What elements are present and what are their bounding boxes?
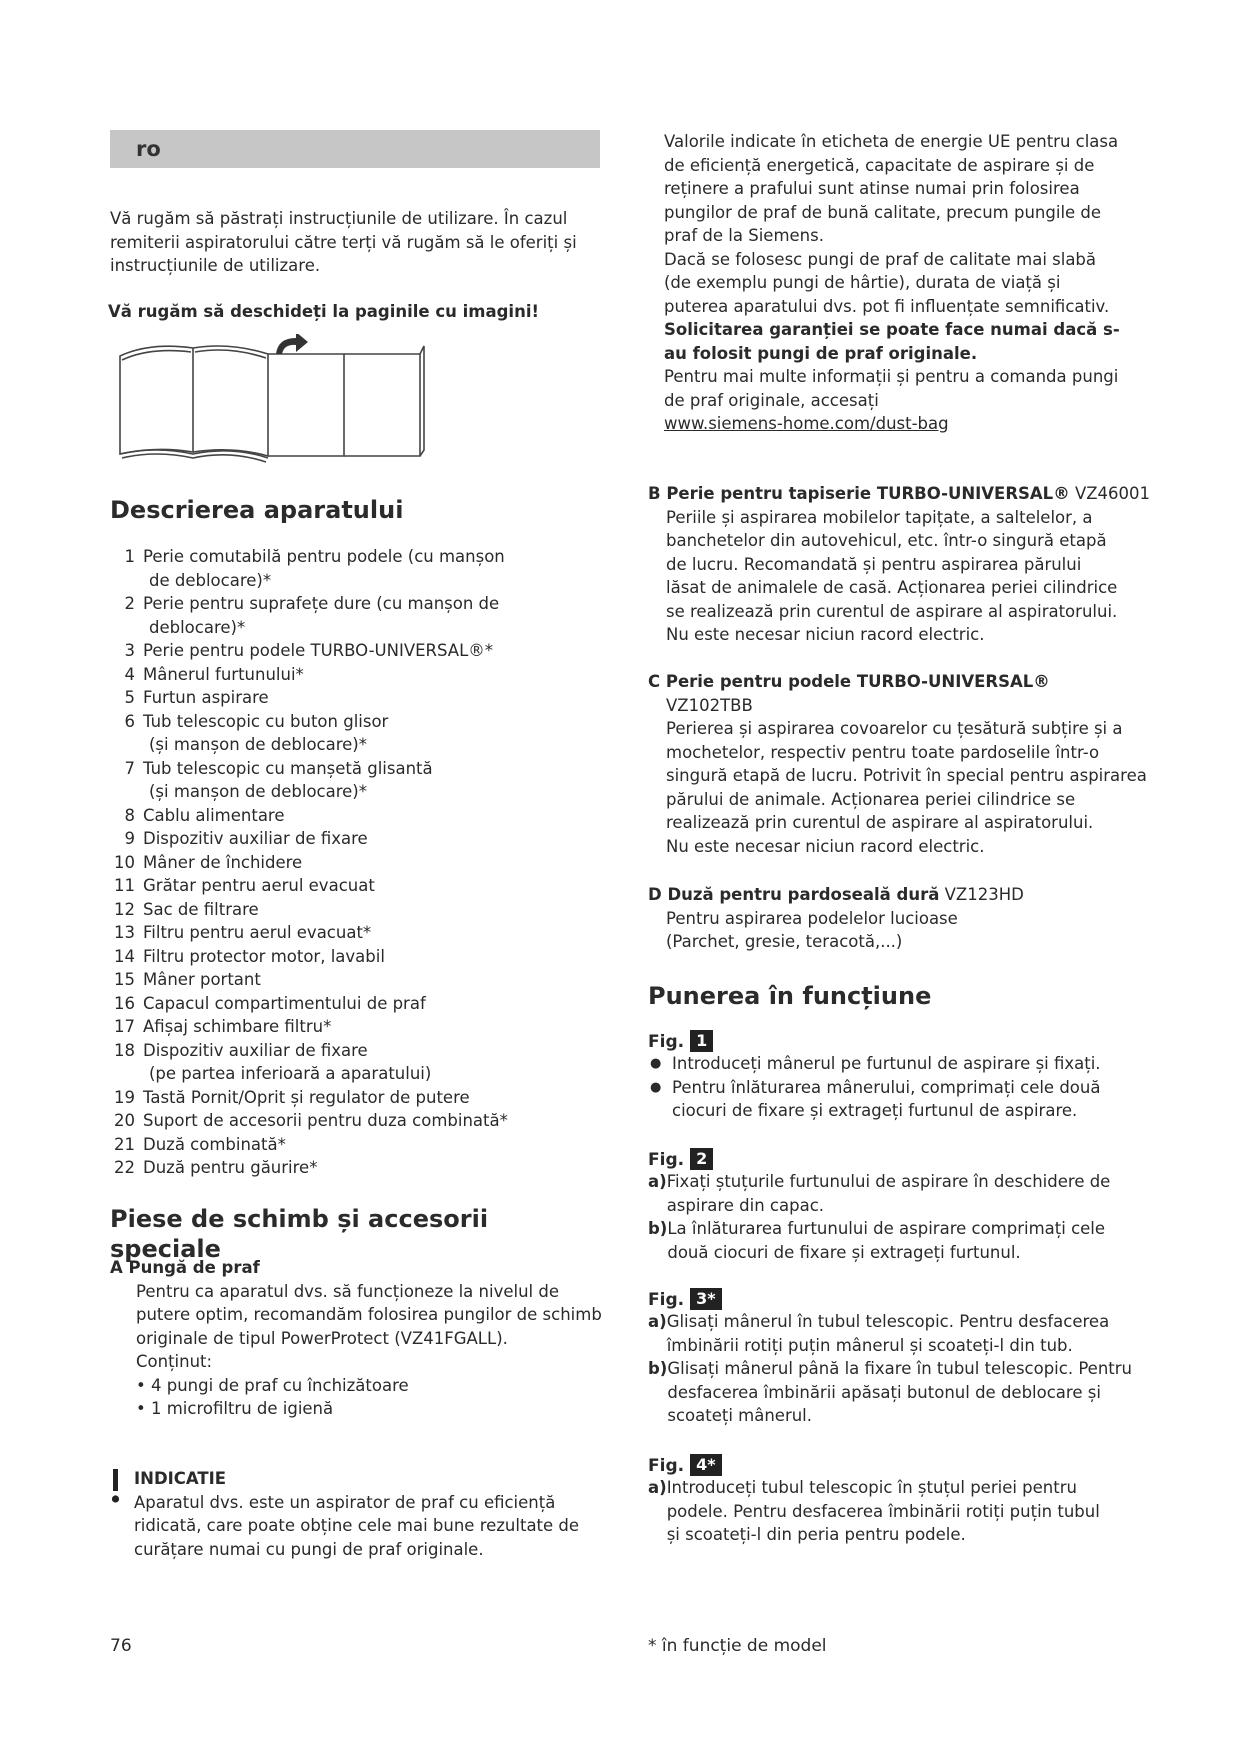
fig-4-step-a	[648, 1476, 1118, 1547]
fig-4-section	[648, 1450, 1118, 1547]
part-name: Furtun aspirare	[143, 688, 269, 707]
brush-c-text: Perierea și aspirarea covoarelor cu țesătură subțire și a mochetelor, respectiv pentru toate pardoselile într-o singură etapă de lucru. Potrivit în special pentru aspirarea părului de animale. Acționarea periei cilindrice se realizează prin curentul de aspirare al aspiratorului.	[666, 719, 1147, 832]
fig-word: Fig.	[648, 1290, 685, 1310]
fig-word: Fig.	[648, 1032, 685, 1052]
step-label: a)	[648, 1478, 667, 1497]
part-name: Suport de accesorii pentru duza combinată*	[143, 1111, 508, 1130]
parts-list-item	[108, 827, 603, 851]
part-name: Perie pentru podele TURBO-UNIVERSAL®*	[143, 641, 494, 660]
part-number: 10	[114, 852, 135, 872]
parts-list-item	[108, 1086, 603, 1110]
part-number: 3	[124, 641, 135, 660]
part-number: 22	[114, 1158, 135, 1177]
parts-list-item	[108, 945, 603, 969]
parts-list-item	[108, 686, 603, 710]
part-number: 6	[124, 711, 135, 731]
info-text: Pentru mai multe informații și pentru a comanda pungi de praf originale, accesați	[664, 367, 1119, 410]
fig-1-step	[648, 1052, 1128, 1076]
accessory-d	[648, 883, 1163, 954]
dust-bag-text: Pentru ca aparatul dvs. să funcționeze la nivelul de putere optim, recomandăm folosirea pungilor de schimb originale de tipul PowerProtect (VZ41FGALL).	[136, 1281, 602, 1348]
fig-3-number: 3*	[690, 1288, 722, 1310]
dust-bag-heading: A Pungă de praf	[110, 1258, 260, 1277]
parts-list-item	[108, 1133, 603, 1157]
step-text: Fixați ștuțurile furtunului de aspirare în deschidere de aspirare din capac.	[666, 1172, 1111, 1215]
parts-list-item	[108, 639, 603, 663]
part-name: Duză combinată*	[143, 1134, 286, 1154]
language-bar	[110, 130, 600, 168]
step-label: a)	[648, 1172, 667, 1191]
part-name: Mâner de închidere	[143, 852, 303, 872]
part-name: Perie comutabilă pentru podele (cu manșon	[143, 547, 505, 566]
brush-b-note: Nu este necesar niciun racord electric.	[666, 625, 985, 644]
part-number: 16	[114, 993, 135, 1013]
parts-list-item	[108, 710, 603, 734]
parts-list-item	[108, 804, 603, 828]
fig-1-step-text: Pentru înlăturarea mânerului, comprimați cele două ciocuri de fixare și extrageți furtunul de aspirare.	[672, 1077, 1101, 1120]
part-number: 18	[114, 1040, 135, 1060]
nozzle-d-text: Pentru aspirarea podelelor lucioase	[666, 908, 958, 928]
parts-list-item	[108, 1039, 603, 1063]
language-code: ro	[136, 137, 161, 161]
part-name: Sac de filtrare	[143, 899, 259, 919]
fig-1-step	[648, 1076, 1128, 1123]
nozzle-d-text: (Parchet, gresie, teracotă,...)	[666, 932, 903, 951]
fig-2-step-a	[648, 1170, 1138, 1217]
step-text: La înlăturarea furtunului de aspirare comprimați cele două ciocuri de fixare și extrageți furtunul.	[667, 1219, 1106, 1262]
fig-3-label	[648, 1284, 1138, 1310]
part-name: Tub telescopic cu buton glisor	[143, 711, 389, 731]
fig-1-step-text: Introduceți mânerul pe furtunul de aspirare și fixați.	[672, 1054, 1101, 1073]
fig-1-section	[648, 1026, 1128, 1123]
bullet-icon: ●	[650, 1079, 662, 1095]
part-number: 9	[124, 829, 135, 848]
part-name: Tub telescopic cu manșetă glisantă	[143, 758, 433, 778]
warranty-text: Solicitarea garanției se poate face numai dacă s-au folosit pungi de praf originale.	[664, 320, 1120, 363]
part-number: 20	[114, 1111, 135, 1130]
part-number: 13	[114, 923, 135, 942]
parts-list-item	[108, 592, 603, 616]
fig-3-step-a	[648, 1310, 1138, 1357]
energy-block	[664, 130, 1124, 436]
parts-list-item	[108, 898, 603, 922]
part-number: 11	[114, 876, 135, 895]
bullet-icon: ●	[650, 1056, 662, 1071]
step-text: Glisați mânerul până la fixare în tubul telescopic. Pentru desfacerea îmbinării apăsați butonul de deblocare și scoateți mânerul.	[667, 1359, 1133, 1425]
part-name-continued: (pe partea inferioară a aparatului)	[149, 1064, 432, 1083]
part-name: Filtru pentru aerul evacuat*	[143, 923, 372, 942]
part-name: Cablu alimentare	[143, 805, 285, 825]
parts-list-item	[108, 968, 603, 992]
part-name: Mânerul furtunului*	[143, 664, 304, 684]
step-label: b)	[648, 1359, 668, 1378]
fig-3-section	[648, 1284, 1138, 1428]
fig-1-label	[648, 1026, 1128, 1052]
description-heading: Descrierea aparatului	[110, 496, 404, 524]
footnote: * în funcție de model	[648, 1636, 827, 1656]
part-name: Capacul compartimentului de praf	[143, 993, 426, 1013]
fig-1-number: 1	[690, 1030, 713, 1052]
fig-2-step-b	[648, 1217, 1138, 1264]
parts-list-item	[108, 851, 603, 875]
part-number: 1	[124, 547, 135, 566]
parts-list-item	[108, 1156, 603, 1180]
brush-b-heading: B Perie pentru tapiserie TURBO-UNIVERSAL®	[648, 484, 1070, 503]
brush-c-note: Nu este necesar niciun racord electric.	[666, 836, 985, 856]
exclamation-icon	[110, 1469, 122, 1505]
energy-text: Valorile indicate în eticheta de energie UE pentru clasa de eficiență energetică, capacitate de aspirare și de reținere a prafului sunt atinse numai prin folosirea pungilor de praf de bună calitate, precum pungile de praf de la Siemens.	[664, 132, 1119, 245]
quality-text: Dacă se folosesc pungi de praf de calitate mai slabă (de exemplu pungi de hârtie), durata de viață și puterea aparatului dvs. pot fi influențate semnificativ.	[664, 249, 1110, 316]
part-number: 4	[124, 664, 135, 684]
step-text: Glisați mânerul în tubul telescopic. Pentru desfacerea îmbinării rotiți puțin mânerul și scoateți-l din tub.	[666, 1312, 1110, 1355]
part-name-continued: (și manșon de deblocare)*	[149, 735, 367, 754]
part-number: 7	[124, 758, 135, 778]
spares-section-a	[110, 1256, 605, 1421]
content-label: Conținut:	[136, 1352, 213, 1371]
accessory-c	[648, 670, 1163, 858]
part-name: Tastă Pornit/Oprit și regulator de putere	[143, 1087, 470, 1107]
part-name-continued: de deblocare)*	[149, 570, 272, 590]
fig-4-label	[648, 1450, 1118, 1476]
foldout-book-icon	[108, 334, 448, 464]
part-number: 2	[124, 594, 135, 613]
part-name: Perie pentru suprafețe dure (cu manșon de	[143, 594, 500, 613]
part-name-continued: (și manșon de deblocare)*	[149, 782, 367, 801]
part-number: 17	[114, 1017, 135, 1036]
parts-list-item	[108, 1015, 603, 1039]
parts-list-item	[108, 757, 603, 781]
step-label: b)	[648, 1219, 668, 1238]
part-number: 12	[114, 899, 135, 919]
part-name: Mâner portant	[143, 970, 261, 989]
note-text: Aparatul dvs. este un aspirator de praf cu eficiență ridicată, care poate obține cele mai bune rezultate de curățare numai cu pungi de praf originale.	[134, 1492, 580, 1559]
parts-list-item	[108, 921, 603, 945]
parts-list-item	[108, 1109, 603, 1133]
nozzle-d-heading: D Duză pentru pardoseală dură	[648, 885, 940, 904]
brush-c-code: VZ102TBB	[666, 695, 753, 715]
part-name: Filtru protector motor, lavabil	[143, 946, 385, 966]
fig-4-number: 4*	[690, 1454, 722, 1476]
part-number: 21	[114, 1134, 135, 1154]
part-number: 5	[124, 688, 135, 707]
parts-list-item	[108, 874, 603, 898]
intro-text: Vă rugăm să păstrați instrucțiunile de utilizare. În cazul remiterii aspiratorului către terți vă rugăm să le oferiți și instrucțiunile de utilizare.	[110, 209, 577, 275]
fig-2-number: 2	[690, 1148, 713, 1170]
content-item: • 4 pungi de praf cu închizătoare	[136, 1375, 409, 1395]
brush-b-text: Periile și aspirarea mobilelor tapițate, a saltelelor, a banchetelor din autovehicul, etc. într-o singură etapă de lucru. Recomandată și pentru aspirarea părului lăsat de animalele de casă. Acționarea periei cilindrice se realizează prin curentul de aspirare al aspiratorului.	[666, 507, 1118, 621]
parts-list	[108, 545, 603, 1180]
part-number: 8	[124, 805, 135, 825]
accessory-b	[648, 482, 1163, 647]
part-name: Dispozitiv auxiliar de fixare	[143, 1040, 368, 1060]
fig-2-label	[648, 1144, 1138, 1170]
content-item: • 1 microfiltru de igienă	[136, 1399, 334, 1418]
nozzle-d-code: VZ123HD	[939, 885, 1024, 904]
brush-b-code: VZ46001	[1069, 484, 1151, 503]
dust-bag-link[interactable]: www.siemens-home.com/dust-bag	[664, 414, 949, 433]
step-text: Introduceți tubul telescopic în ștuțul periei pentru podele. Pentru desfacerea îmbinării rotiți puțin tubul și scoateți-l din peria pentru podele.	[666, 1478, 1100, 1544]
fig-2-section	[648, 1144, 1138, 1264]
part-name: Grătar pentru aerul evacuat	[143, 876, 375, 895]
part-name: Duză pentru găurire*	[143, 1158, 318, 1177]
brush-c-heading: C Perie pentru podele TURBO-UNIVERSAL®	[648, 672, 1050, 691]
part-number: 19	[114, 1087, 135, 1107]
parts-list-item	[108, 663, 603, 687]
note-box	[110, 1467, 605, 1561]
setup-heading: Punerea în funcțiune	[648, 982, 932, 1010]
part-name: Afișaj schimbare filtru*	[143, 1017, 332, 1036]
page-number: 76	[110, 1636, 132, 1656]
fig-3-step-b	[648, 1357, 1138, 1428]
part-number: 14	[114, 946, 135, 966]
step-label: a)	[648, 1312, 667, 1331]
spares-heading: Piese de schimb și accesorii speciale	[110, 1205, 489, 1263]
open-pictures-note: Vă rugăm să deschideți la paginile cu imagini!	[108, 302, 539, 321]
fig-word: Fig.	[648, 1456, 685, 1476]
part-number: 15	[114, 970, 135, 989]
parts-list-item	[108, 545, 603, 569]
note-title: INDICATIE	[134, 1469, 227, 1488]
parts-list-item	[108, 992, 603, 1016]
fig-word: Fig.	[648, 1150, 685, 1170]
part-name-continued: deblocare)*	[149, 617, 246, 637]
part-name: Dispozitiv auxiliar de fixare	[143, 829, 368, 848]
